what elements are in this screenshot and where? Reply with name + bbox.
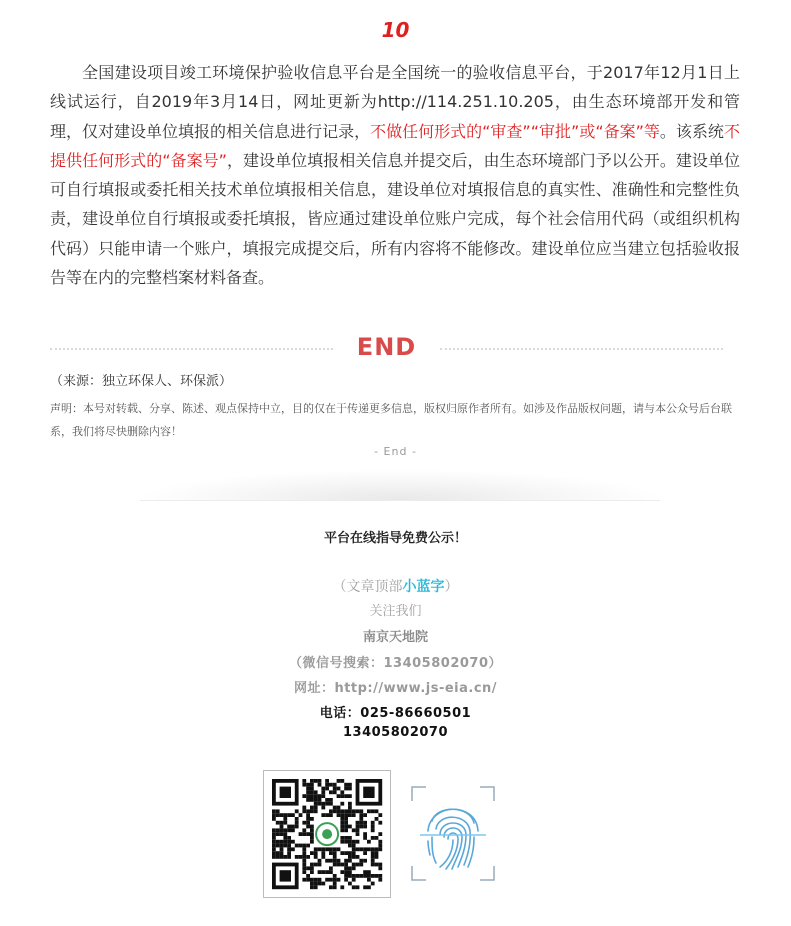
shadow-divider xyxy=(140,470,660,501)
ref-suffix: ） xyxy=(444,579,459,595)
source-line: （来源：独立环保人、环保派） xyxy=(50,374,233,389)
ref-prefix: （文章顶部 xyxy=(332,579,403,595)
org-name: 南京天地院 xyxy=(362,630,428,645)
section-number: 10 xyxy=(381,18,410,42)
footer-headline: 平台在线指导免费公示！ xyxy=(323,531,467,546)
ref-highlight[interactable]: 小蓝字 xyxy=(402,579,445,595)
paragraph-text-1: 全国建设项目竣工环境保护验收信息平台是全国统一的验收信息平台，于2017年12月1日上线试运行，自2019年3月14日，网址更新为http://114.251.10.205，由生态环境部开发和管理，仅对建设单位填报的相关信息进行记录， xyxy=(50,63,740,141)
follow-reference xyxy=(0,576,791,596)
wechat-id: （微信号搜索：13405802070） xyxy=(289,656,502,671)
qr-code-graphic xyxy=(264,771,390,897)
phone-number-mobile[interactable]: 13405802070 xyxy=(343,725,448,740)
paragraph-highlight-2: 不提供任何形式的“备案号” xyxy=(50,121,740,170)
follow-us: 关注我们 xyxy=(369,604,422,619)
fingerprint-graphic xyxy=(410,785,496,882)
paragraph-text-2: 。该系统 xyxy=(659,121,724,141)
end-marker: END xyxy=(356,333,417,361)
disclaimer: 声明：本号对转载、分享、陈述、观点保持中立，目的仅在于传递更多信息，版权归原作者所有。如涉及作品版权问题，请与本公众号后台联系，我们将尽快删除内容！ xyxy=(50,402,732,438)
end-small-marker: - End - xyxy=(374,445,417,458)
paragraph-text-3: ，建设单位填报相关信息并提交后，由生态环境部门予以公开。建设单位可自行填报或委托相关技术单位填报相关信息，建设单位对填报信息的真实性、准确性和完整性负责，建设单位自行填报或委托填报，皆应通过建设单位账户完成，每个社会信用代码（或组织机构代码）只能申请一个账户，填报完成提交后，所有内容将不能修改。建设单位应当建立包括验收报告等在内的完整档案材料备查。 xyxy=(50,150,740,288)
website-link[interactable]: 网址：http://www.js-eia.cn/ xyxy=(293,681,498,696)
divider-right-dots xyxy=(440,348,723,350)
paragraph-highlight-1: 不做任何形式的“审查”“审批”或“备案”等 xyxy=(370,121,660,141)
phone-number[interactable]: 电话：025-86660501 xyxy=(319,706,472,721)
fingerprint-icon[interactable] xyxy=(410,785,496,882)
end-divider xyxy=(50,333,723,363)
qr-code-icon[interactable] xyxy=(263,770,391,898)
article-paragraph xyxy=(50,58,740,292)
